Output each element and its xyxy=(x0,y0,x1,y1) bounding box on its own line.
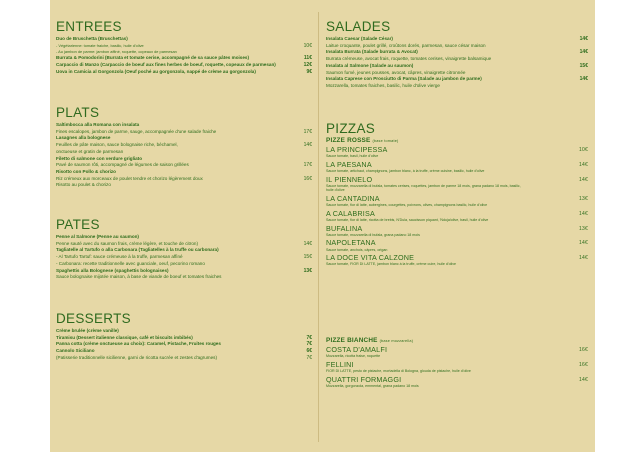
menu-line-text: Risotto au poulet & chorizo xyxy=(56,182,111,188)
menu-line xyxy=(56,142,312,149)
menu-line xyxy=(326,76,588,83)
menu-line xyxy=(56,234,312,241)
pizza-name-text: LA DOCE VITA CALZONE xyxy=(326,254,415,263)
desserts-title: DESSERTS xyxy=(56,311,131,326)
menu-line xyxy=(56,268,312,275)
menu-line-text: Tiramisu (Dessert italienne classique, café et biscuits imbibés) xyxy=(56,334,193,340)
menu-line xyxy=(56,176,312,183)
menu-line xyxy=(326,49,588,56)
menu-line xyxy=(56,182,312,189)
menu-line-price: 17€ xyxy=(303,128,312,135)
pizze-bianche-label xyxy=(326,337,413,344)
pizza-name xyxy=(326,210,588,218)
pizza-name xyxy=(326,225,588,233)
pizze-bianche-heading: PIZZE BIANCHE xyxy=(326,337,378,344)
pizza-description: Sauce tomate, mozzarella di bufala, tomates cerises, roquettes, jambon de parme 18 mois, grana padano 18 mois, basilic, huile d'olive xyxy=(326,183,521,193)
menu-line xyxy=(56,341,312,348)
pizza-description: FIOR DI LATTE, pesto de pistache, mortadella di Bologna, glouda de pistache, huile d'olive xyxy=(326,369,471,373)
pizza-name-text: LA PRINCIPESSA xyxy=(326,146,388,154)
menu-line xyxy=(56,355,312,362)
menu-line-price: 13€ xyxy=(303,267,312,274)
pizza-price: 10€ xyxy=(579,147,588,153)
menu-line xyxy=(326,83,588,90)
menu-line xyxy=(56,241,312,248)
menu-line xyxy=(326,70,588,77)
menu-line-text: Feuilles de pâte maison, sauce bolognaise riche, béchamel, xyxy=(56,142,178,148)
pizza-description: Sauce tomate, fior di latte, aubergines, courgettes, poivrons, olives, champignons basilic, huile d'olive xyxy=(326,203,488,208)
pizza-name-text: COSTA D'AMALFI xyxy=(326,346,388,354)
menu-line-price: 7€ xyxy=(306,334,312,341)
menu-line xyxy=(56,169,312,176)
menu-line-text: Saltimbocca alla Romana con insalata xyxy=(56,122,140,127)
menu-line xyxy=(326,56,588,63)
menu-line-text: Filetto di salmone con verdure grigliato xyxy=(56,155,143,161)
menu-line-price: 14€ xyxy=(303,240,312,247)
menu-line-price: 17€ xyxy=(303,162,312,169)
salades-list xyxy=(326,36,588,90)
pizza-description: Sauce tomate, artichaut, champignons, jambon blanc, à la truffe, crème cuisine, basilic, huile d'olive xyxy=(326,169,485,173)
menu-line-text: Burrata crémeuse, avocat frais, roquette, tomates cerises, vinaigrette balsamique xyxy=(326,56,492,62)
entrees-list xyxy=(56,36,312,75)
pizza-name xyxy=(326,176,588,184)
plats-title: PLATS xyxy=(56,105,100,120)
pizza-name xyxy=(326,146,588,154)
pizza-name-text: LA PAESANA xyxy=(326,160,372,169)
menu-line xyxy=(56,129,312,136)
pizza-name-text: BUFALINA xyxy=(326,224,363,233)
pizza-price: 14€ xyxy=(579,161,588,168)
plats-list xyxy=(56,122,312,189)
menu-line-text: Crème brulée (crème vanille) xyxy=(56,328,119,333)
menu-line-price: 10€ xyxy=(303,42,312,49)
menu-line-text: Duo de Bruschetta (Bruschettas) xyxy=(56,36,128,41)
menu-line-text: Insalata al Salmone (Salade au saumon) xyxy=(326,62,414,68)
pizza-name xyxy=(326,239,588,247)
menu-line xyxy=(56,135,312,142)
menu-line-price: 14€ xyxy=(579,36,588,42)
menu-line xyxy=(56,62,312,69)
menu-line xyxy=(326,43,588,50)
pizza-description: Sauce tomate, anchois, câpres, origan xyxy=(326,247,388,252)
pizza-name-text: IL PIENNELO xyxy=(326,175,373,184)
salades-title: SALADES xyxy=(326,19,391,34)
menu-line-text: onctueuse et gratin de parmesan xyxy=(56,148,124,154)
menu-line-price: 7€ xyxy=(306,341,312,348)
pizza-name xyxy=(326,346,588,354)
pizze-rosse-heading: PIZZE ROSSE xyxy=(326,137,371,144)
menu-line-text: Panna cotta (crème onctueuse au choix): Caramel, Pistache, Fruites rouges xyxy=(56,341,221,347)
pizza-name xyxy=(326,161,588,169)
menu-line-price: 14€ xyxy=(579,76,588,83)
menu-line-text: Insalata Caesar (Salade César) xyxy=(326,36,393,41)
menu-line-text: Penne sauté avec du saumon frais, crème légère, et touche de citron) xyxy=(56,240,198,246)
pizza-price: 14€ xyxy=(579,176,588,183)
entrees-title: ENTREES xyxy=(56,19,122,34)
pizza-name-text: A CALABRISA xyxy=(326,209,375,218)
menu-line-text: Burrata & Pomodorini (Burrata et tomate cerise, accompagné de sa sauce pâtes moises) xyxy=(56,55,250,61)
menu-line-text: (Patisserie traditionnelle sicilienne, garni de ricotta sucrée et zestes d'agrumes) xyxy=(56,354,217,360)
pizza-description: Sauce tomate, fior di latte, ricotta de brebis, N'Dula, saucisson piquant, 'Nduja/olive, basil, huile d'olive xyxy=(326,217,489,222)
menu-line xyxy=(326,63,588,70)
pizza-price: 16€ xyxy=(579,347,588,353)
pizze-rosse-label xyxy=(326,137,398,144)
menu-line-text: Saumon fumé, jeunes pousses, avocat, câpres, vinaigrette citronnée xyxy=(326,69,466,75)
menu-line-text: - Al Tartufo Tartuf: sauce crémeuse à la truffe, parmesan affiné xyxy=(56,254,183,260)
menu-line-text: Tagliatelle al Tartufo o alla Carbonara (Tagliatelles à la truffe ou carbonara) xyxy=(56,247,219,253)
menu-page xyxy=(50,0,595,452)
pizza-price: 14€ xyxy=(579,376,588,383)
menu-line xyxy=(56,328,312,335)
pizza-name xyxy=(326,195,588,203)
menu-line-text: Pavé de saumon rôti, accompagné de légumes de saison grillées xyxy=(56,162,189,168)
pizza-name-text: NAPOLETANA xyxy=(326,239,376,248)
menu-line xyxy=(56,122,312,129)
pizza-description: Sauce tomate, mozzarella di bufala, grana padano 18 mois xyxy=(326,232,420,237)
menu-line-price: 9€ xyxy=(306,68,312,75)
pizze-rosse-list xyxy=(326,146,588,269)
pates-title: PATES xyxy=(56,217,100,232)
pizza-name xyxy=(326,254,588,262)
menu-line-text: Cannolo Siciliano xyxy=(56,348,95,354)
pizza-name xyxy=(326,361,588,369)
menu-line xyxy=(56,55,312,62)
menu-line-price: 14€ xyxy=(579,49,588,56)
menu-line-text: - Végétarienne: tomate fraiche, basilic, huile d'olive xyxy=(56,42,144,48)
menu-line-text: - Au jambon de parme: jambon affiné, roquette, copeaux de parmesan xyxy=(56,48,177,54)
menu-line-price: 7€ xyxy=(306,354,312,361)
pizza-name-text: FELLINI xyxy=(326,360,354,369)
menu-line xyxy=(56,247,312,254)
menu-line xyxy=(56,274,312,281)
menu-line xyxy=(56,69,312,76)
column-divider xyxy=(318,12,319,442)
pizza-name-text: LA CANTADINA xyxy=(326,194,380,203)
pizza-price: 13€ xyxy=(579,225,588,232)
pizze-bianche-list xyxy=(326,346,588,390)
menu-line-price: 15€ xyxy=(303,254,312,261)
menu-line-price: 11€ xyxy=(303,55,312,62)
pizza-description: Sauce tomate, basil, huile d'olive xyxy=(326,154,379,159)
pates-list xyxy=(56,234,312,281)
menu-line-text: Mozzarella, tomates fraiches, basilic, huile d'olive vierge xyxy=(326,82,440,88)
pizza-description: Sauce tomate, FIOR DI LATTE, jambon blanc à la truffe, crème cuire, huile d'olive xyxy=(326,262,456,267)
menu-line-text: Laitue croquante, poulet grillé, croûtons dorés, parmesan, sauce césar maison xyxy=(326,42,486,48)
menu-line xyxy=(326,36,588,43)
menu-line-text: Carpaccio di Manzo (Carpaccio de boeuf aux fines herbes de boeuf, roquette, copeaux de parmesan) xyxy=(56,61,276,67)
menu-line-price: 14€ xyxy=(303,142,312,149)
pizza-price: 14€ xyxy=(579,210,588,217)
menu-line-text: Penne al Salmone (Penne au saumon) xyxy=(56,234,139,239)
menu-line xyxy=(56,348,312,355)
menu-line-text: Spaghettis alla Bolognese (spaghettis bolognaises) xyxy=(56,267,169,273)
menu-line-text: Lasagnes alla bolognese xyxy=(56,135,111,141)
menu-line xyxy=(56,162,312,169)
pizza-name xyxy=(326,376,588,384)
pizza-price: 14€ xyxy=(579,255,588,262)
menu-line xyxy=(56,254,312,261)
menu-line xyxy=(56,335,312,342)
pizzas-title: PIZZAS xyxy=(326,121,376,136)
menu-line-text: Insalata Burrata (Salade burrata & Avocat) xyxy=(326,49,418,55)
menu-line-text: Insalata Caprese con Prosciutto di Parma (Salade au jambon de parme) xyxy=(326,76,482,82)
menu-line-text: - Carbonara: recette traditionnelle avec guanciale, oeuf, pecorino romano xyxy=(56,260,205,266)
pizze-rosse-note: (base tomate) xyxy=(372,139,399,143)
pizza-description: Mozzarella, ricotta fraise, roquette xyxy=(326,354,381,359)
menu-line xyxy=(56,149,312,156)
pizza-price: 13€ xyxy=(579,195,588,202)
pizza-name-text: QUATTRI FORMAGGI xyxy=(326,375,402,384)
menu-line-text: Uova in Camicia al Gorgonzola (Oeuf poché au gorgonzola, nappé de crème au gorgonzola) xyxy=(56,68,256,74)
pizza-price: 16€ xyxy=(579,361,588,368)
desserts-list xyxy=(56,328,312,362)
menu-line xyxy=(56,156,312,163)
menu-line-text: Risotto con Pollo & chorizo xyxy=(56,168,116,174)
menu-line-text: Fines escalopes, jambon de parme, sauge, accompagnée d'une salade fraiche xyxy=(56,128,217,134)
menu-line-text: Riz crémeux aux morceaux de poulet tendre et chorizo légèrement doux xyxy=(56,175,203,181)
menu-line-price: 16€ xyxy=(303,175,312,182)
menu-line-price: 6€ xyxy=(306,348,312,355)
pizze-bianche-note: (base mozzarella) xyxy=(379,339,414,343)
menu-line xyxy=(56,261,312,268)
pizza-description: Mozzarella, gorgonzola, emmental, grana padano 18 mois xyxy=(326,383,419,388)
menu-line-price: 12€ xyxy=(303,61,312,68)
pizza-price: 14€ xyxy=(579,240,588,247)
menu-line xyxy=(56,36,312,43)
menu-line-price: 15€ xyxy=(579,62,588,69)
menu-line-text: Sauce bolognaise mijotée maison, à base de viande de boeuf et tomates fraiches xyxy=(56,274,222,280)
